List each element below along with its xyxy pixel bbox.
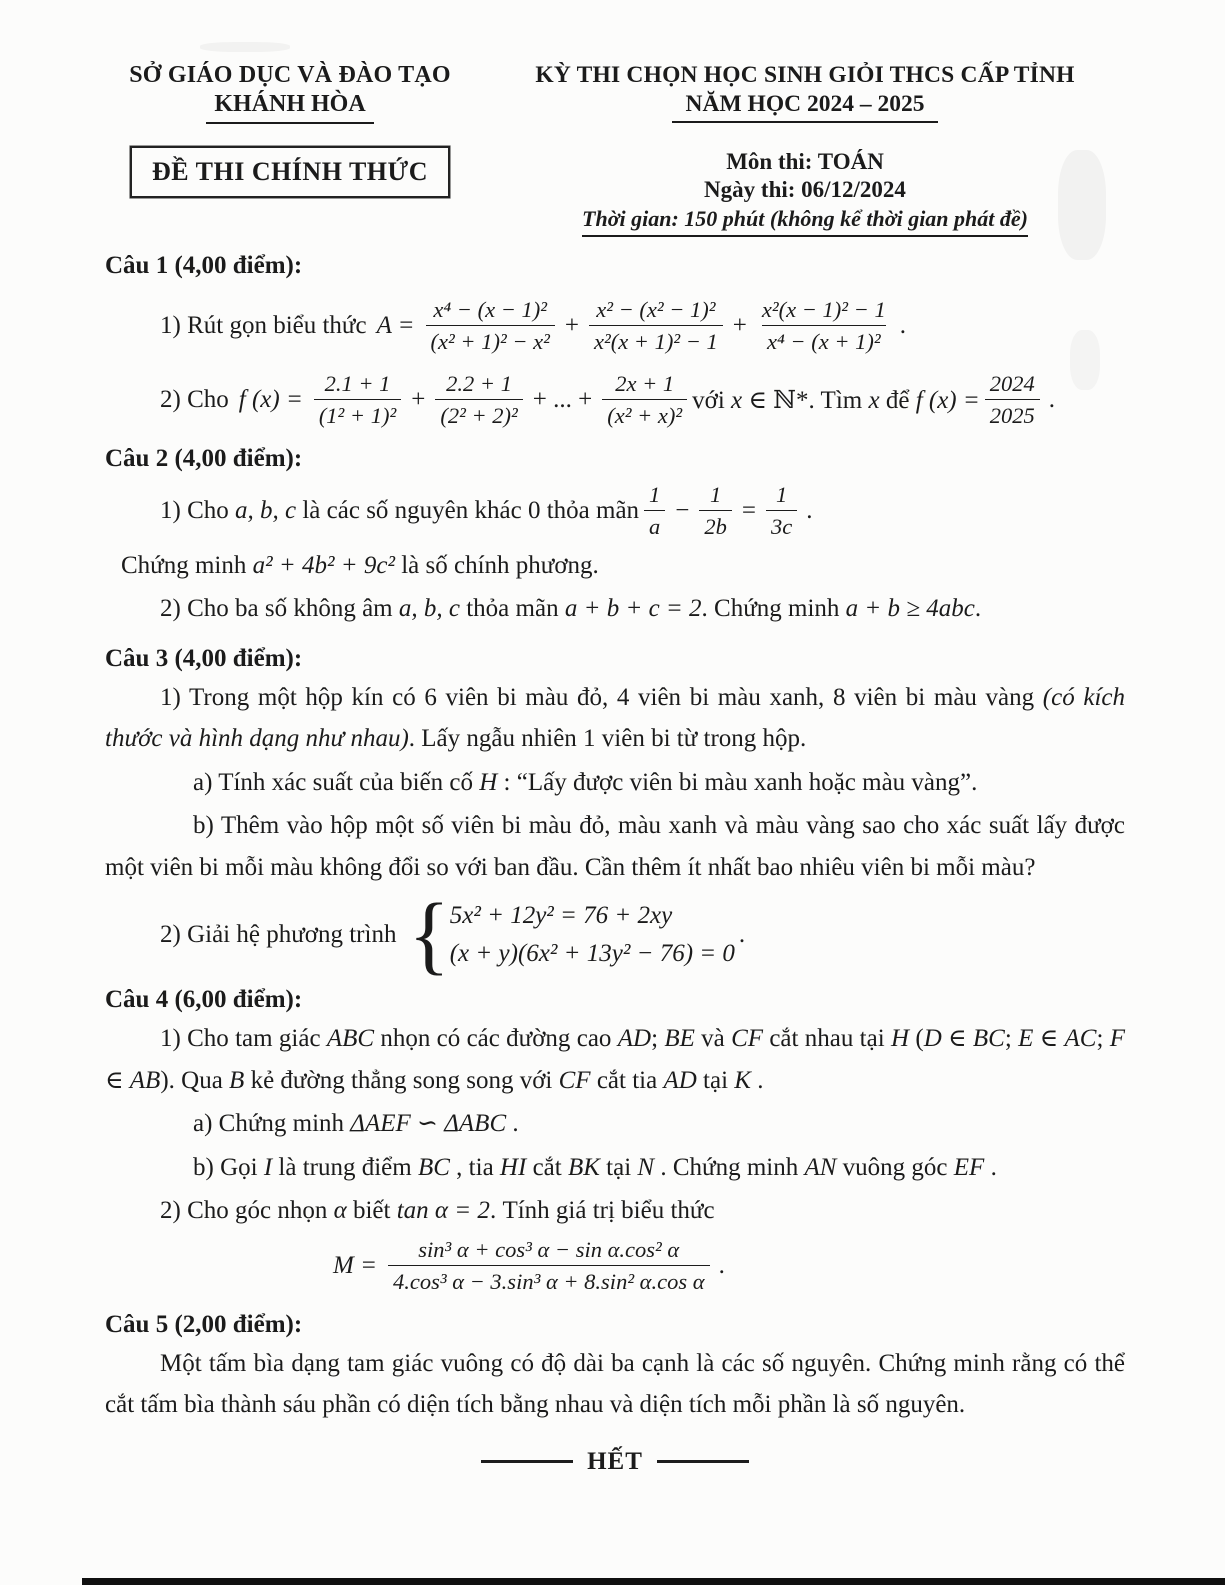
scan-edge-artifact xyxy=(82,1578,1225,1585)
end-dash-left xyxy=(481,1460,573,1463)
question-1 xyxy=(105,252,1125,430)
q2-part1-lead: 1) Cho a, b, c là các số nguyên khác 0 thỏa mãn xyxy=(160,496,640,524)
q1-part2-formula xyxy=(160,370,1125,430)
end-label: HẾT xyxy=(587,1447,643,1475)
q2-heading: Câu 2 (4,00 điểm): xyxy=(105,444,303,472)
question-3 xyxy=(105,644,1125,984)
q4-part2-formula xyxy=(323,1236,1125,1296)
end-dash-right xyxy=(657,1460,749,1463)
q1-fraction-1: $\frac{\text{x⁴ − (x − 1)²}}{\text{(x² + 1)² − x²}}$ xyxy=(426,296,555,356)
q4-m-fraction: $\frac{\text{sin³ α + cos³ α − sin α.cos² α}}{\text{4.cos³ α − 3.sin³ α + 8.sin² α.cos α}}$ xyxy=(388,1236,710,1296)
q4-m-lhs: M = xyxy=(333,1251,377,1279)
q5-heading: Câu 5 (2,00 điểm): xyxy=(105,1310,303,1338)
question-2 xyxy=(105,445,1125,630)
authority-line1: SỞ GIÁO DỤC VÀ ĐÀO TẠO xyxy=(129,62,451,88)
scan-smudge xyxy=(200,42,290,52)
period: . xyxy=(806,496,813,524)
plus-sign: + xyxy=(411,385,426,413)
end-marker xyxy=(105,1448,1125,1476)
period: . xyxy=(899,311,906,339)
q1-part2-fraction-2: $\frac{2.2 + 1}{\text{(2² + 2)²}}$ xyxy=(435,370,522,430)
q1-part1-formula xyxy=(160,296,1125,356)
q1-part1-lhs: A = xyxy=(376,311,415,339)
q3-heading: Câu 3 (4,00 điểm): xyxy=(105,644,303,672)
q3-part2-lead: 2) Giải hệ phương trình xyxy=(160,920,397,948)
q1-part2-condition: với x ∈ ℕ*. Tìm x để f (x) = xyxy=(692,386,980,414)
page-content xyxy=(105,62,1125,1476)
system-brace: { xyxy=(408,885,450,984)
plus-sign: + xyxy=(564,311,579,339)
q4-part1a: a) Chứng minh ΔAEF ∽ ΔABC . xyxy=(193,1110,519,1138)
q4-part2-lead: 2) Cho góc nhọn α biết tan α = 2. Tính giá trị biểu thức xyxy=(160,1197,715,1225)
period: . xyxy=(718,1251,725,1279)
q1-part2-fraction-1: $\frac{2.1 + 1}{\text{(1² + 1)²}}$ xyxy=(314,370,401,430)
authority-underline xyxy=(206,122,374,124)
header-right xyxy=(475,62,1125,237)
system-equation-2: (x + y)(6x² + 13y² − 76) = 0 xyxy=(449,939,735,967)
system-equation-1: 5x² + 12y² = 76 + 2xy xyxy=(449,901,673,929)
system-equations xyxy=(450,902,735,968)
q4-part1: 1) Cho tam giác ABC nhọn có các đường cao AD; BE và CF cắt nhau tại H (D ∈ BC; E ∈ AC; F ∈ AB). Qua B kẻ đường thẳng song song với CF cắt tia AD tại K . xyxy=(105,1025,1125,1094)
q1-part2-fraction-result: $\frac{2024}{2025}$ xyxy=(985,370,1040,430)
q5-part1: Một tấm bìa dạng tam giác vuông có độ dài ba cạnh là các số nguyên. Chứng minh rằng có thể cắt tấm bìa thành sáu phần có diện tích bằng nhau và diện tích mỗi phần là số nguyên. xyxy=(105,1349,1125,1419)
q2-fraction-1: $\frac{1}{a}$ xyxy=(644,481,665,541)
header-left xyxy=(105,62,475,198)
ellipsis-plus: + ... + xyxy=(532,385,593,413)
q1-part2-lead: 2) Cho xyxy=(160,385,229,413)
exam-duration: Thời gian: 150 phút (không kể thời gian phát đề) xyxy=(582,206,1028,237)
q3-part1a: a) Tính xác suất của biến cố H : “Lấy được viên bi màu xanh hoặc màu vàng”. xyxy=(193,768,978,796)
question-5 xyxy=(105,1311,1125,1426)
official-exam-box: ĐỀ THI CHÍNH THỨC xyxy=(130,146,450,198)
q4-heading: Câu 4 (6,00 điểm): xyxy=(105,986,303,1014)
period: . xyxy=(1048,385,1055,413)
q3-part2-system xyxy=(160,885,1125,984)
q1-part2-fraction-3: $\frac{2x + 1}{\text{(x² + x)²}}$ xyxy=(602,370,687,430)
q2-part2: 2) Cho ba số không âm a, b, c thỏa mãn a + b + c = 2. Chứng minh a + b ≥ 4abc. xyxy=(160,595,982,623)
exam-title-line2: NĂM HỌC 2024 – 2025 xyxy=(672,91,939,123)
minus-sign: − xyxy=(675,496,690,524)
q1-fraction-2: $\frac{\text{x² − (x² − 1)²}}{\text{x²(x + 1)² − 1}}$ xyxy=(589,296,723,356)
q2-fraction-2: $\frac{1}{2b}$ xyxy=(699,481,732,541)
q3-part1: 1) Trong một hộp kín có 6 viên bi màu đỏ, 4 viên bi màu xanh, 8 viên bi màu vàng (có kích thước và hình dạng như nhau). Lấy ngẫu nhiên 1 viên bi từ trong hộp. xyxy=(105,683,1125,753)
question-4 xyxy=(105,986,1125,1295)
authority-line2: KHÁNH HÒA xyxy=(214,91,366,117)
plus-sign: + xyxy=(732,311,747,339)
equals-sign: = xyxy=(741,496,757,524)
q1-part2-lhs: f (x) = xyxy=(238,385,303,413)
header xyxy=(105,62,1125,237)
exam-title-line1: KỲ THI CHỌN HỌC SINH GIỎI THCS CẤP TỈNH xyxy=(535,62,1075,88)
q1-fraction-3: $\frac{\text{x²(x − 1)² − 1}}{\text{x⁴ − (x + 1)²}}$ xyxy=(761,297,886,355)
exam-date: Ngày thi: 06/12/2024 xyxy=(704,177,906,202)
q2-part1-conclusion: Chứng minh a² + 4b² + 9c² là số chính phương. xyxy=(121,551,599,579)
q2-part1-formula xyxy=(160,481,1125,541)
q3-part1b: b) Thêm vào hộp một số viên bi màu đỏ, màu xanh và màu vàng sao cho xác suất lấy được một viên bi mỗi màu không đổi so với ban đầu. Cần thêm ít nhất bao nhiêu viên bi mỗi màu? xyxy=(105,812,1125,881)
exam-subject: Môn thi: TOÁN xyxy=(726,149,884,174)
q4-part1b: b) Gọi I là trung điểm BC , tia HI cắt BK tại N . Chứng minh AN vuông góc EF . xyxy=(193,1153,997,1181)
q2-fraction-3: $\frac{1}{3c}$ xyxy=(766,481,797,541)
q1-heading: Câu 1 (4,00 điểm): xyxy=(105,252,303,279)
period: . xyxy=(738,920,746,948)
q1-part1-lead: 1) Rút gọn biểu thức xyxy=(160,311,367,339)
